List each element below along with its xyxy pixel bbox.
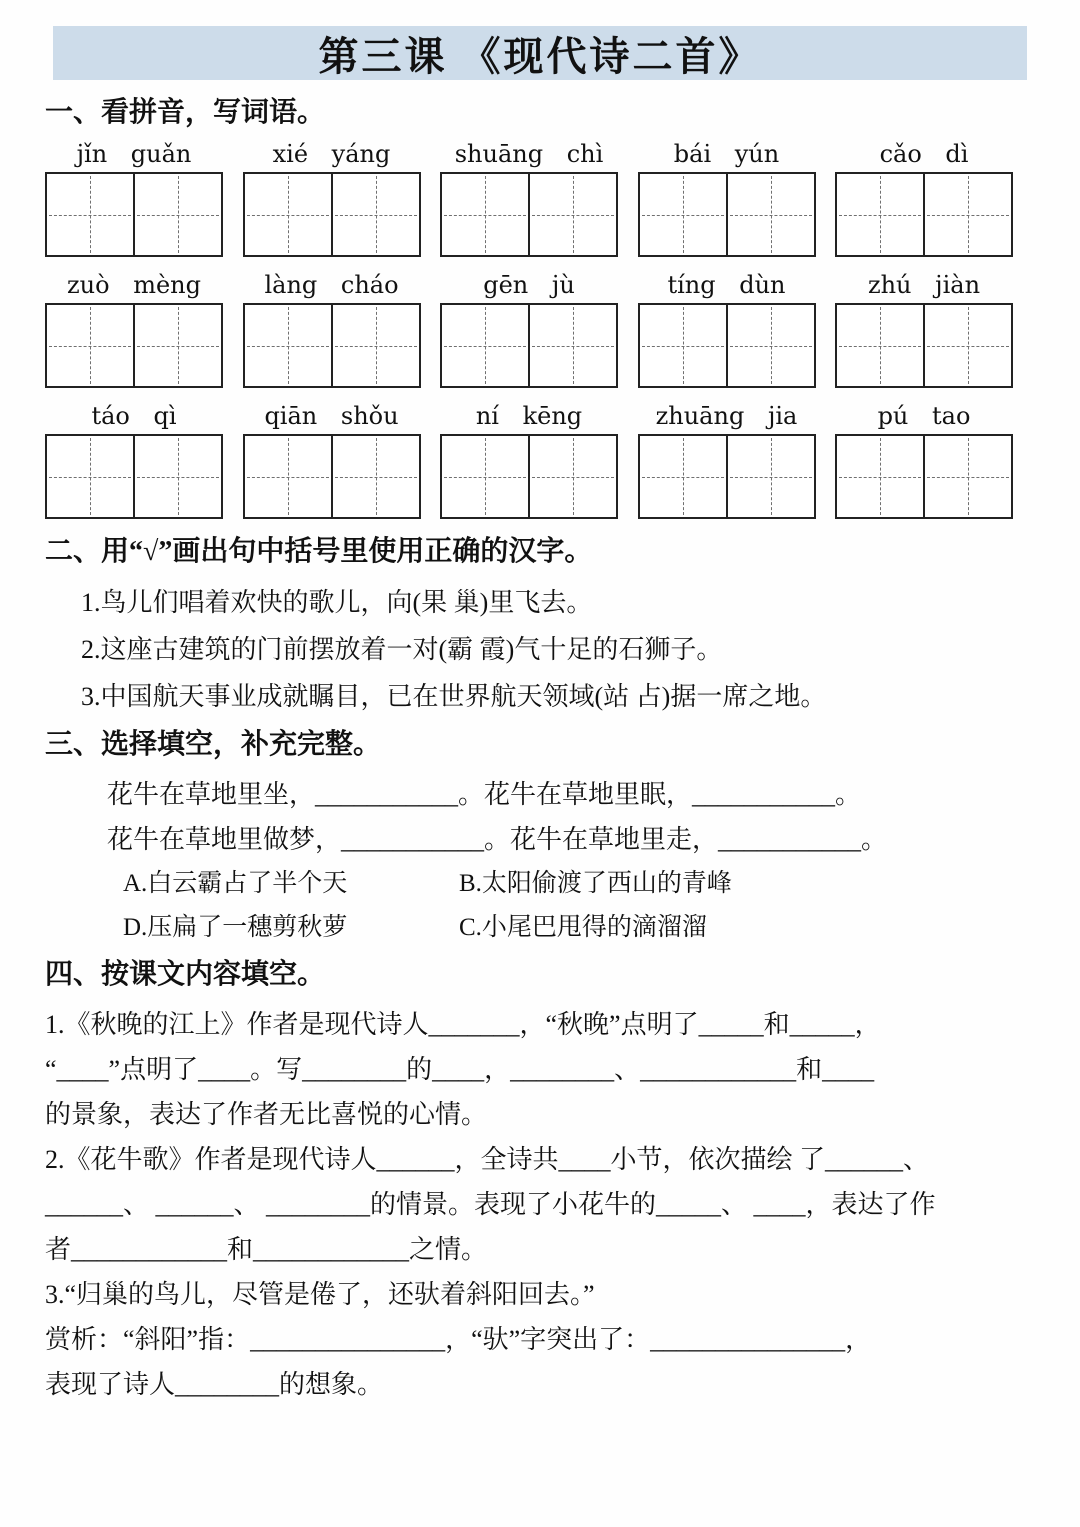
grid-cell xyxy=(528,305,616,386)
grid-cell xyxy=(640,436,726,517)
section-2-item-3: 3.中国航天事业成就瞩目，已在世界航天领域(站 占)据一席之地。 xyxy=(81,682,827,711)
section-4-line-1: 1.《秋晚的江上》作者是现代诗人_______，“秋晚”点明了_____和_____， xyxy=(45,1010,881,1039)
section-4-line-6: 者____________和____________之情。 xyxy=(45,1235,488,1264)
writing-grid xyxy=(440,303,618,388)
pinyin-label: làng cháo xyxy=(264,271,399,299)
pinyin-label: shuāng chì xyxy=(454,140,604,168)
grid-cell xyxy=(47,436,133,517)
section-4-line-7: 3.“归巢的鸟儿，尽管是倦了，还驮着斜阳回去。” xyxy=(45,1280,595,1309)
writing-grid xyxy=(638,303,816,388)
pinyin-label: pú tao xyxy=(877,402,971,430)
writing-grid xyxy=(440,172,618,257)
writing-grid xyxy=(45,303,223,388)
section-3-line-1: 花牛在草地里坐，___________。花牛在草地里眠，___________。 xyxy=(107,780,862,809)
grid-cell xyxy=(245,174,331,255)
grid-cell xyxy=(528,436,616,517)
grid-cell xyxy=(837,436,923,517)
grid-cell xyxy=(245,436,331,517)
section-2-item-1: 1.鸟儿们唱着欢快的歌儿，向(果 巢)里飞去。 xyxy=(81,588,593,617)
pinyin-label: tíng dùn xyxy=(667,271,786,299)
grid-cell xyxy=(837,305,923,386)
writing-grid xyxy=(243,434,421,519)
writing-grid xyxy=(835,303,1013,388)
option-a: A.白云霸占了半个天 xyxy=(123,870,348,897)
pinyin-label: ní kēng xyxy=(475,402,583,430)
pinyin-label: gēn jù xyxy=(483,271,575,299)
section-4-line-2: “____”点明了____。写________的____，________、____________和____ xyxy=(45,1055,875,1084)
writing-grid xyxy=(835,434,1013,519)
grid-cell xyxy=(133,436,221,517)
writing-grid-row-2 xyxy=(45,303,1013,388)
pinyin-label: táo qì xyxy=(91,402,177,430)
grid-cell xyxy=(923,305,1011,386)
option-b: B.太阳偷渡了西山的青峰 xyxy=(459,870,732,897)
grid-cell xyxy=(331,174,419,255)
grid-cell xyxy=(442,436,528,517)
section-4-line-9: 表现了诗人________的想象。 xyxy=(45,1370,384,1399)
option-c: C.小尾巴甩得的滴溜溜 xyxy=(459,914,707,941)
option-d: D.压扁了一穗剪秋萝 xyxy=(123,914,348,941)
grid-cell xyxy=(726,436,814,517)
pinyin-label: bái yún xyxy=(673,140,780,168)
grid-cell xyxy=(442,174,528,255)
section-2-item-2: 2.这座古建筑的门前摆放着一对(霸 霞)气十足的石狮子。 xyxy=(81,635,723,664)
pinyin-label: cǎo dì xyxy=(879,140,969,168)
section-3-header: 三、选择填空，补充完整。 xyxy=(45,729,382,760)
section-4-line-8: 赏析：“斜阳”指：_______________，“驮”字突出了：_______________， xyxy=(45,1325,872,1354)
writing-grid xyxy=(45,434,223,519)
pinyin-label: xié yáng xyxy=(272,140,391,168)
writing-grid xyxy=(638,434,816,519)
pinyin-label: zhú jiàn xyxy=(867,271,981,299)
grid-cell xyxy=(331,305,419,386)
grid-cell xyxy=(923,174,1011,255)
writing-grid-row-3 xyxy=(45,434,1013,519)
pinyin-row-1 xyxy=(45,140,1013,168)
writing-grid xyxy=(835,172,1013,257)
option-row-2 xyxy=(45,906,1035,950)
grid-cell xyxy=(837,174,923,255)
grid-cell xyxy=(331,436,419,517)
pinyin-row-3 xyxy=(45,402,1013,430)
writing-grid xyxy=(440,434,618,519)
section-4-header: 四、按课文内容填空。 xyxy=(45,959,326,990)
grid-cell xyxy=(726,305,814,386)
option-row-1 xyxy=(45,862,1035,906)
writing-grid xyxy=(243,172,421,257)
grid-cell xyxy=(528,174,616,255)
pinyin-label: qiān shǒu xyxy=(264,402,399,430)
grid-cell xyxy=(923,436,1011,517)
writing-grid xyxy=(243,303,421,388)
pinyin-label: zhuāng jia xyxy=(655,402,798,430)
grid-cell xyxy=(47,305,133,386)
section-2-header: 二、用“√”画出句中括号里使用正确的汉字。 xyxy=(45,536,593,567)
section-1-header: 一、看拼音，写词语。 xyxy=(45,97,326,128)
grid-cell xyxy=(245,305,331,386)
writing-grid-row-1 xyxy=(45,172,1013,257)
writing-grid xyxy=(45,172,223,257)
pinyin-label: zuò mèng xyxy=(67,271,201,299)
grid-cell xyxy=(640,305,726,386)
pinyin-row-2 xyxy=(45,271,1013,299)
grid-cell xyxy=(47,174,133,255)
grid-cell xyxy=(133,305,221,386)
grid-cell xyxy=(726,174,814,255)
page-title: 第三课 《现代诗二首》 xyxy=(318,33,762,79)
section-4-line-3: 的景象，表达了作者无比喜悦的心情。 xyxy=(45,1100,488,1129)
grid-cell xyxy=(442,305,528,386)
pinyin-label: jǐn guǎn xyxy=(76,140,192,168)
section-4-line-5: ______、 ______、 ________的情景。表现了小花牛的_____、 ____，表达了作 xyxy=(45,1190,936,1219)
writing-grid xyxy=(638,172,816,257)
title-highlight-bar xyxy=(53,26,1027,80)
section-4-line-4: 2.《花牛歌》作者是现代诗人______，全诗共____小节，依次描绘 了______、 xyxy=(45,1145,930,1174)
grid-cell xyxy=(133,174,221,255)
section-3-line-2: 花牛在草地里做梦，___________。花牛在草地里走，___________。 xyxy=(107,825,888,854)
grid-cell xyxy=(640,174,726,255)
